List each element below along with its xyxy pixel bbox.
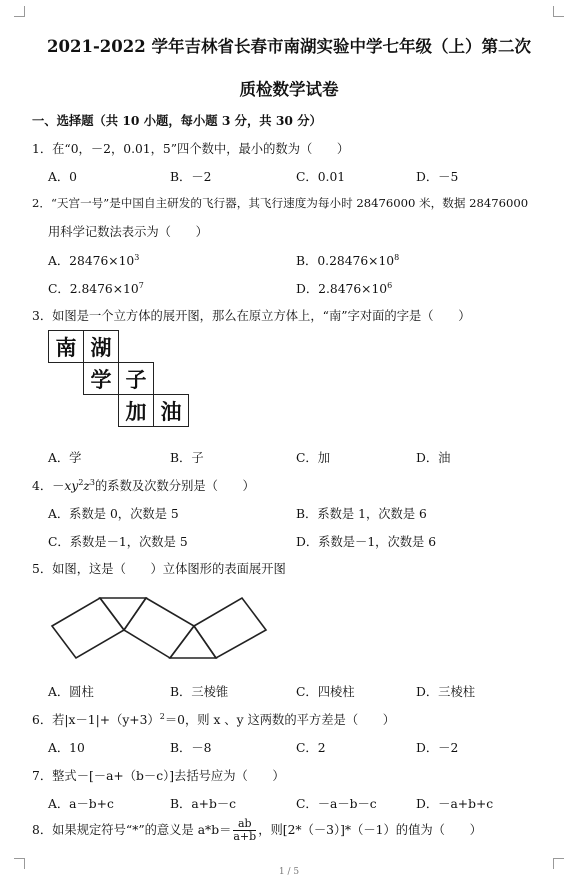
q7-option-b: B．a+b－c <box>170 797 237 811</box>
net-cell-xue: 学 <box>83 362 119 395</box>
q8-stem: 8．如果规定符号“*”的意义是 a*b＝ $\frac{ab}{a+b}$ ，则[2*（－3）]*（－1）的值为（ ） <box>32 817 482 843</box>
q6-stem: 6．若$|x-1|+(y+3)^2=0$，则 x 、y 这两数的平方差是（ ） <box>32 711 396 727</box>
net-cell-jia: 加 <box>118 394 154 427</box>
q5-stem: 5．如图，这是（ ）立体图形的表面展开图 <box>32 562 286 576</box>
prism-net-figure <box>48 592 278 664</box>
q4-option-b: B．系数是 1，次数是 6 <box>296 507 427 521</box>
q1-option-c: C．0.01 <box>296 170 346 184</box>
net5-triangle-top <box>100 598 146 630</box>
q3-option-a: A．学 <box>48 451 82 465</box>
exam-title-line2: 质检数学试卷 <box>239 80 339 99</box>
q7-option-a: A．a－b+c <box>48 797 114 811</box>
net5-rect-3 <box>194 598 266 658</box>
q2-option-b: B．$0.28476\times 10^8$ <box>296 252 400 268</box>
q3-option-b: B．子 <box>170 451 204 465</box>
q8-fraction-denominator: a+b <box>233 830 257 843</box>
net5-rect-2 <box>124 598 194 658</box>
q3-option-c: C．加 <box>296 451 331 465</box>
q8-fraction-numerator: ab <box>233 818 256 831</box>
net-cell-zi: 子 <box>118 362 154 395</box>
q5-option-d: D．三棱柱 <box>416 685 476 699</box>
net5-rect-1 <box>52 598 124 658</box>
q8-fraction <box>233 818 256 843</box>
q1-option-d: D．－5 <box>416 170 459 184</box>
net-cell-you: 油 <box>153 394 189 427</box>
q5-option-c: C．四棱柱 <box>296 685 355 699</box>
q6-option-a: A．10 <box>48 741 85 755</box>
q2-option-c: C．$2.8476\times 10^7$ <box>48 280 144 296</box>
exam-title-line1: 2021-2022 学年吉林省长春市南湖实验中学七年级（上）第二次 <box>47 37 531 56</box>
q6-option-c: C．2 <box>296 741 326 755</box>
q1-option-a: A．0 <box>48 170 78 184</box>
crop-mark-top-left <box>14 6 25 17</box>
q2-stem-line2: 用科学记数法表示为（ ） <box>48 225 208 239</box>
q2-option-a: A．$28476\times 10^3$ <box>48 252 140 268</box>
q4-option-d: D．系数是－1，次数是 6 <box>296 535 437 549</box>
net-cell-hu: 湖 <box>83 330 119 363</box>
q4-stem: 4．$-xy^2z^3$的系数及次数分别是（ ） <box>32 477 255 493</box>
page-number: 1 / 5 <box>278 867 300 877</box>
q3-stem: 3．如图是一个立方体的展开图，那么在原立方体上，“南”字对面的字是（ ） <box>32 309 471 323</box>
q2-option-d: D．$2.8476\times 10^6$ <box>296 280 393 296</box>
q6-option-d: D．－2 <box>416 741 459 755</box>
crop-mark-top-right <box>553 6 564 17</box>
q1-stem: 1．在“0，－2，0.01，5”四个数中，最小的数为（ ） <box>32 142 350 156</box>
q5-option-b: B．三棱锥 <box>170 685 229 699</box>
q4-option-c: C．系数是－1，次数是 5 <box>48 535 188 549</box>
q7-option-d: D．－a+b+c <box>416 797 494 811</box>
net5-triangle-bottom <box>170 626 216 658</box>
q7-stem: 7．整式－[－a+（b－c）]去括号应为（ ） <box>32 769 285 783</box>
q7-option-c: C．－a－b－c <box>296 797 377 811</box>
q1-option-b: B．－2 <box>170 170 212 184</box>
q2-stem-line1: 2．“天宫一号”是中国自主研发的飞行器，其飞行速度为每小时 28476000 米，数据 28476000 <box>32 196 529 210</box>
section-heading: 一、选择题（共 10 小题，每小题 3 分，共 30 分） <box>32 113 322 128</box>
q4-option-a: A．系数是 0，次数是 5 <box>48 507 179 521</box>
q6-option-b: B．－8 <box>170 741 212 755</box>
net-cell-nan: 南 <box>48 330 84 363</box>
q3-option-d: D．油 <box>416 451 451 465</box>
q5-option-a: A．圆柱 <box>48 685 94 699</box>
